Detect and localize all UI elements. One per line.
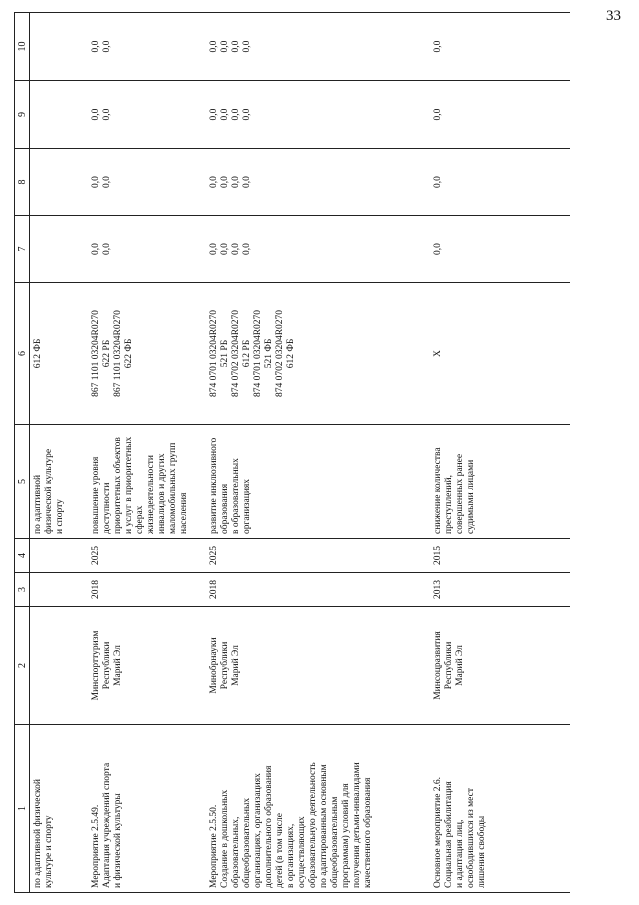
cell-col-8 <box>88 149 206 216</box>
cell-line: 612 ФБ <box>33 338 43 369</box>
cell-col-4 <box>30 539 88 573</box>
cell-line: 0,0 <box>432 40 443 53</box>
cell-line: образования <box>219 483 230 534</box>
cell-line: 0,0 <box>101 176 112 188</box>
cell-line: 0,0 <box>208 108 219 121</box>
column-number-row <box>15 13 30 893</box>
cell-line: Минсоцразвития <box>432 631 443 700</box>
cell-line: образовательную деятельность <box>307 762 318 888</box>
cell-text: 2025 <box>90 546 101 565</box>
col-header-5: 5 <box>15 425 30 539</box>
cell-line: по адаптивной <box>33 474 43 534</box>
cell-col-8 <box>206 149 430 216</box>
cell-line: 0,0 <box>230 176 241 188</box>
cell-line: 0,0 <box>230 40 241 53</box>
cell-line: 0,0 <box>241 243 252 255</box>
col-header-6: 6 <box>15 283 30 425</box>
cell-col-3 <box>206 573 430 607</box>
cell-text: 2025 <box>208 546 219 565</box>
cell-line: 521 ФБ <box>263 338 274 369</box>
cell-line: качественного образования <box>362 777 373 888</box>
cell-line: 0,0 <box>432 108 443 121</box>
cell-line: 0,0 <box>230 108 241 121</box>
cell-col-9 <box>430 81 570 149</box>
cell-line: 0,0 <box>241 108 252 121</box>
cell-line: 0,0 <box>208 176 219 188</box>
cell-col-9 <box>30 81 88 149</box>
cell-line: по адаптированным основным <box>318 764 329 888</box>
cell-col-7 <box>30 216 88 283</box>
cell-line: Республики <box>219 641 230 690</box>
cell-col-6 <box>88 283 206 425</box>
cell-line: 0,0 <box>241 40 252 53</box>
cell-col-6 <box>206 283 430 425</box>
cell-line: населения <box>178 492 189 534</box>
cell-line: Минобрнауки <box>208 637 219 694</box>
cell-col-2 <box>88 607 206 725</box>
cell-col-4 <box>430 539 570 573</box>
col-header-2: 2 <box>15 607 30 725</box>
cell-col-5 <box>430 425 570 539</box>
cell-line: 612 РБ <box>241 339 252 368</box>
cell-line: Марий Эл <box>454 645 465 686</box>
cell-line: 0,0 <box>219 176 230 188</box>
cell-line: 0,0 <box>101 108 112 121</box>
cell-line: Мероприятие 2.5.49. <box>90 804 101 888</box>
cell-col-4 <box>206 539 430 573</box>
col-header-10: 10 <box>15 13 30 81</box>
cell-col-9 <box>206 81 430 149</box>
cell-line: лишения свободы <box>476 815 487 888</box>
cell-col-10 <box>88 13 206 81</box>
cell-line: освободившихся из мест <box>465 788 476 888</box>
cell-text: 2015 <box>432 546 443 565</box>
cell-line: Республики <box>101 641 112 690</box>
cell-line: Мероприятие 2.5.50. <box>208 804 219 888</box>
cell-line: и спорту <box>55 499 65 534</box>
cell-col-4 <box>88 539 206 573</box>
table-row <box>88 13 206 893</box>
cell-col-5 <box>88 425 206 539</box>
cell-line: Марий Эл <box>230 645 241 686</box>
cell-line: Марий Эл <box>112 645 123 686</box>
table-row <box>430 13 570 893</box>
cell-line: в образовательных <box>230 458 241 534</box>
cell-col-2 <box>30 607 88 725</box>
cell-line: 0,0 <box>432 176 443 188</box>
cell-col-1 <box>88 725 206 893</box>
cell-col-7 <box>430 216 570 283</box>
cell-line: общеобразовательным <box>329 796 340 888</box>
cell-line: 0,0 <box>241 176 252 188</box>
cell-col-6 <box>430 283 570 425</box>
cell-text: 2018 <box>90 580 101 599</box>
cell-line: в организациях, <box>285 823 296 888</box>
cell-col-1 <box>430 725 570 893</box>
cell-line: по адаптивной физической <box>33 779 43 888</box>
program-table <box>14 12 570 893</box>
cell-line: Основное мероприятие 2.6. <box>432 776 443 888</box>
cell-line: 0,0 <box>219 40 230 53</box>
cell-col-7 <box>88 216 206 283</box>
cell-line: 0,0 <box>90 108 101 121</box>
cell-line: осуществляющих <box>296 816 307 888</box>
col-header-8: 8 <box>15 149 30 216</box>
cell-line: преступлений, <box>443 475 454 534</box>
cell-line: общеобразовательных <box>241 797 252 888</box>
cell-line: доступности <box>101 482 112 534</box>
cell-line: физической культуре <box>44 448 54 534</box>
cell-col-10 <box>206 13 430 81</box>
cell-line: 0,0 <box>208 40 219 53</box>
table-row <box>30 13 88 893</box>
cell-line: организациях <box>241 478 252 534</box>
cell-line: и физической культуры <box>112 793 123 888</box>
cell-line: 0,0 <box>101 40 112 53</box>
cell-line: 874 0701 03204R0270 <box>252 309 263 398</box>
col-header-3: 3 <box>15 573 30 607</box>
cell-line: программам) условий для <box>340 783 351 888</box>
cell-line: культуре и спорту <box>44 815 54 888</box>
cell-line: Минспорттуризм <box>90 630 101 701</box>
cell-col-5 <box>206 425 430 539</box>
cell-line: Социальная реабилитация <box>443 781 454 888</box>
cell-line: 867 1101 03204R0270 <box>90 310 101 397</box>
cell-col-1 <box>30 725 88 893</box>
cell-line: повышение уровня <box>90 456 101 534</box>
cell-line: приоритетных объектов <box>112 437 123 534</box>
cell-text: 2013 <box>432 580 443 599</box>
cell-line: Адаптация учреждений спорта <box>101 762 112 888</box>
cell-line: снижение количества <box>432 447 443 534</box>
cell-line: 0,0 <box>90 40 101 53</box>
cell-col-5 <box>30 425 88 539</box>
cell-line: 0,0 <box>219 108 230 121</box>
cell-line: дополнительного образования <box>263 765 274 888</box>
col-header-4: 4 <box>15 539 30 573</box>
cell-line: 874 0701 03204R0270 <box>208 309 219 398</box>
cell-col-9 <box>88 81 206 149</box>
cell-line: 0,0 <box>101 243 112 255</box>
table-row <box>206 13 430 893</box>
cell-col-3 <box>88 573 206 607</box>
cell-line: 0,0 <box>230 243 241 255</box>
cell-line: 612 ФБ <box>285 338 296 369</box>
cell-line: 0,0 <box>90 176 101 188</box>
page-number: 33 <box>606 8 621 24</box>
cell-line: 874 0702 03204R0270 <box>274 309 285 398</box>
cell-line: жизнедеятельности <box>145 455 156 534</box>
cell-line: 0,0 <box>208 243 219 255</box>
cell-col-6 <box>30 283 88 425</box>
cell-col-7 <box>206 216 430 283</box>
cell-col-3 <box>430 573 570 607</box>
cell-line: инвалидов и других <box>156 453 167 534</box>
cell-line: образовательных, <box>230 816 241 888</box>
cell-line: детей (в том числе <box>274 813 285 888</box>
cell-line: маломобильных групп <box>167 442 178 534</box>
cell-line: X <box>432 350 443 357</box>
cell-line: и услуг в приоритетных <box>123 436 134 534</box>
cell-col-1 <box>206 725 430 893</box>
cell-line: 0,0 <box>432 243 443 255</box>
cell-line: Республики <box>443 641 454 690</box>
cell-line: развитие инклюзивного <box>208 437 219 534</box>
cell-line: 622 РБ <box>101 339 112 368</box>
cell-col-3 <box>30 573 88 607</box>
cell-col-10 <box>430 13 570 81</box>
col-header-9: 9 <box>15 81 30 149</box>
cell-col-8 <box>30 149 88 216</box>
cell-line: судимыми лицами <box>465 459 476 534</box>
cell-line: получения детьми-инвалидами <box>351 762 362 888</box>
cell-line: организациях, организациях <box>252 773 263 888</box>
cell-line: 622 ФБ <box>123 338 134 369</box>
cell-text: 2018 <box>208 580 219 599</box>
cell-line: и адаптация лиц, <box>454 819 465 888</box>
cell-line: 521 РБ <box>219 339 230 368</box>
cell-col-10 <box>30 13 88 81</box>
col-header-1: 1 <box>15 725 30 893</box>
cell-line: 867 1101 03204R0270 <box>112 310 123 397</box>
cell-line: совершенных ранее <box>454 453 465 534</box>
cell-line: 0,0 <box>219 243 230 255</box>
cell-line: 874 0702 03204R0270 <box>230 309 241 398</box>
cell-line: сферах <box>134 505 145 534</box>
cell-col-2 <box>206 607 430 725</box>
cell-col-8 <box>430 149 570 216</box>
cell-line: Создание в дошкольных <box>219 789 230 888</box>
cell-line: 0,0 <box>90 243 101 255</box>
col-header-7: 7 <box>15 216 30 283</box>
cell-col-2 <box>430 607 570 725</box>
